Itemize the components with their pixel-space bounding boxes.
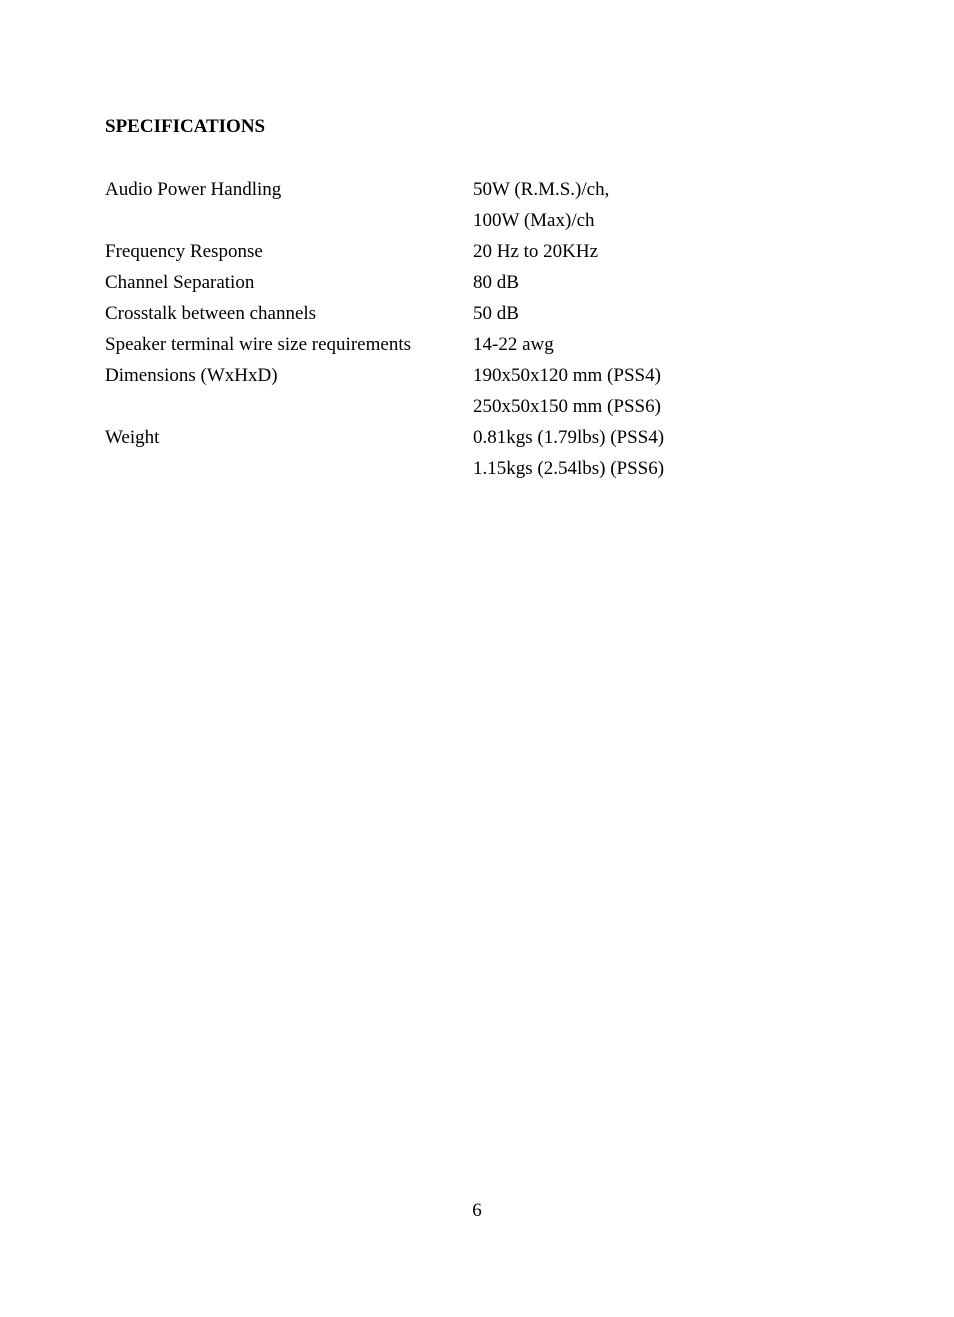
spec-value: 14-22 awg [473, 334, 554, 355]
spec-row-wire-size [105, 329, 805, 360]
spec-label: Crosstalk between channels [105, 303, 317, 324]
page-title: SPECIFICATIONS [105, 116, 266, 137]
spec-row-dimensions [105, 360, 805, 422]
spec-value: 80 dB [473, 272, 519, 293]
spec-row-frequency-response [105, 236, 805, 267]
spec-values [473, 298, 805, 329]
spec-value: 0.81kgs (1.79lbs) (PSS4) [473, 427, 665, 448]
spec-value: 100W (Max)/ch [473, 210, 595, 231]
spec-label: Audio Power Handling [105, 179, 282, 200]
spec-value: 50 dB [473, 303, 519, 324]
spec-value: 250x50x150 mm (PSS6) [473, 396, 661, 417]
spec-label: Speaker terminal wire size requirements [105, 334, 411, 355]
specifications-table [105, 174, 805, 484]
spec-values [473, 422, 805, 484]
spec-value: 1.15kgs (2.54lbs) (PSS6) [473, 458, 665, 479]
spec-values [473, 236, 805, 267]
spec-value: 50W (R.M.S.)/ch, [473, 179, 610, 200]
spec-values [473, 360, 805, 422]
spec-values [473, 329, 805, 360]
spec-row-audio-power [105, 174, 805, 236]
spec-values [473, 174, 805, 236]
spec-row-weight [105, 422, 805, 484]
spec-label: Channel Separation [105, 272, 255, 293]
spec-label: Weight [105, 427, 160, 448]
spec-row-channel-separation [105, 267, 805, 298]
spec-value: 20 Hz to 20KHz [473, 241, 599, 262]
page-number: 6 [472, 1200, 482, 1221]
spec-label: Dimensions (WxHxD) [105, 365, 278, 386]
spec-row-crosstalk [105, 298, 805, 329]
spec-label: Frequency Response [105, 241, 263, 262]
spec-value: 190x50x120 mm (PSS4) [473, 365, 661, 386]
spec-values [473, 267, 805, 298]
